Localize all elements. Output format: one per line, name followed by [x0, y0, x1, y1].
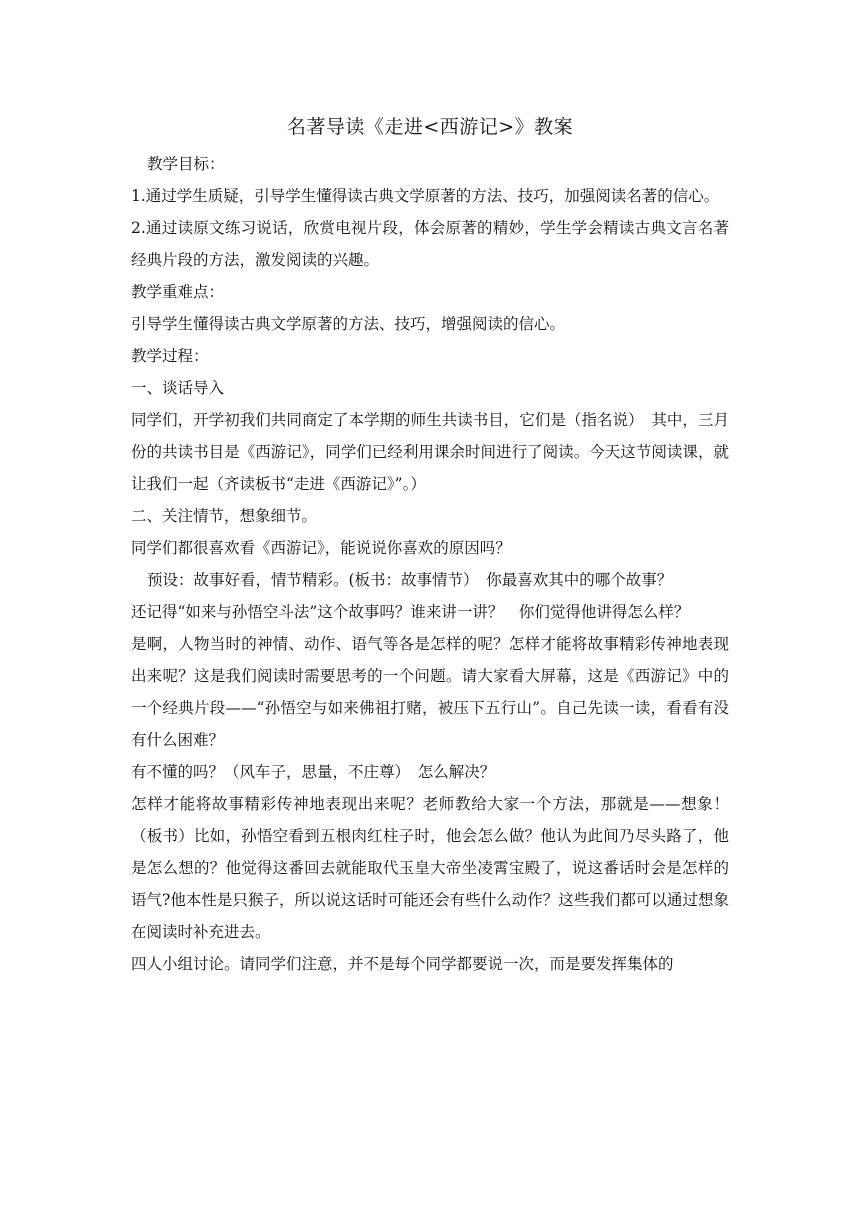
paragraph-key-points: 引导学生懂得读古典文学原著的方法、技巧，增强阅读的信心。 — [131, 315, 566, 333]
paragraph-intro: 同学们，开学初我们共同商定了本学期的师生共读书目，它们是（指名说） 其中，三月份的共读书目是《西游记》，同学们已经利用课余时间进行了阅读。今天这节阅读课，就让我们一起（齐读板书“走进《西游记》”。） — [131, 411, 729, 493]
paragraph-process-heading: 教学过程： — [131, 347, 209, 365]
section-heading-intro: 一、谈话导入 — [131, 379, 225, 397]
paragraph-question: 同学们都很喜欢看《西游记》，能说说你喜欢的原因吗？ — [131, 539, 511, 557]
document-title: 名著导读《走进<西游记>》教案 — [286, 116, 574, 138]
paragraph-key-points-heading: 教学重难点： — [131, 283, 225, 301]
paragraph-objective-2: 2.通过读原文练习说话，欣赏电视片段，体会原著的精妙，学生学会精读古典文言名著经典片段的方法，激发阅读的兴趣。 — [131, 219, 729, 269]
section-heading-plot: 二、关注情节，想象细节。 — [131, 507, 318, 525]
document-page — [131, 112, 729, 980]
paragraph-objectives-heading: 教学目标： — [147, 155, 225, 173]
paragraph-difficulty: 有不懂的吗？（风车子，思量，不庄尊） 怎么解决？ — [131, 763, 496, 781]
paragraph-clip: 是啊，人物当时的神情、动作、语气等各是怎样的呢？怎样才能将故事精彩传神地表现出来呢？这是我们阅读时需要思考的一个问题。请大家看大屏幕，这是《西游记》中的一个经典片段——“孙悟空与如来佛祖打赌，被压下五行山”。自己先读一读，看看有没有什么困难？ — [131, 635, 729, 749]
paragraph-story-recall: 还记得“如来与孙悟空斗法”这个故事吗？谁来讲一讲？ 你们觉得他讲得怎么样？ — [131, 603, 690, 621]
paragraph-group-discussion: 四人小组讨论。请同学们注意，并不是每个同学都要说一次，而是要发挥集体的 — [131, 955, 674, 973]
paragraph-imagination: 怎样才能将故事精彩传神地表现出来呢？老师教给大家一个方法，那就是——想象！（板书）比如，孙悟空看到五根肉红柱子时，他会怎么做？他认为此间乃尽头路了，他是怎么想的？他觉得这番回去就能取代玉皇大帝坐凌霄宝殿了，说这番话时会是怎样的语气?他本性是只猴子，所以说这话时可能还会有些什么动作？这些我们都可以通过想象在阅读时补充进去。 — [131, 795, 729, 941]
paragraph-objective-1: 1.通过学生质疑，引导学生懂得读古典文学原著的方法、技巧，加强阅读名著的信心。 — [131, 187, 720, 205]
paragraph-preset: 预设：故事好看，情节精彩。(板书：故事情节） 你最喜欢其中的哪个故事？ — [147, 571, 673, 589]
